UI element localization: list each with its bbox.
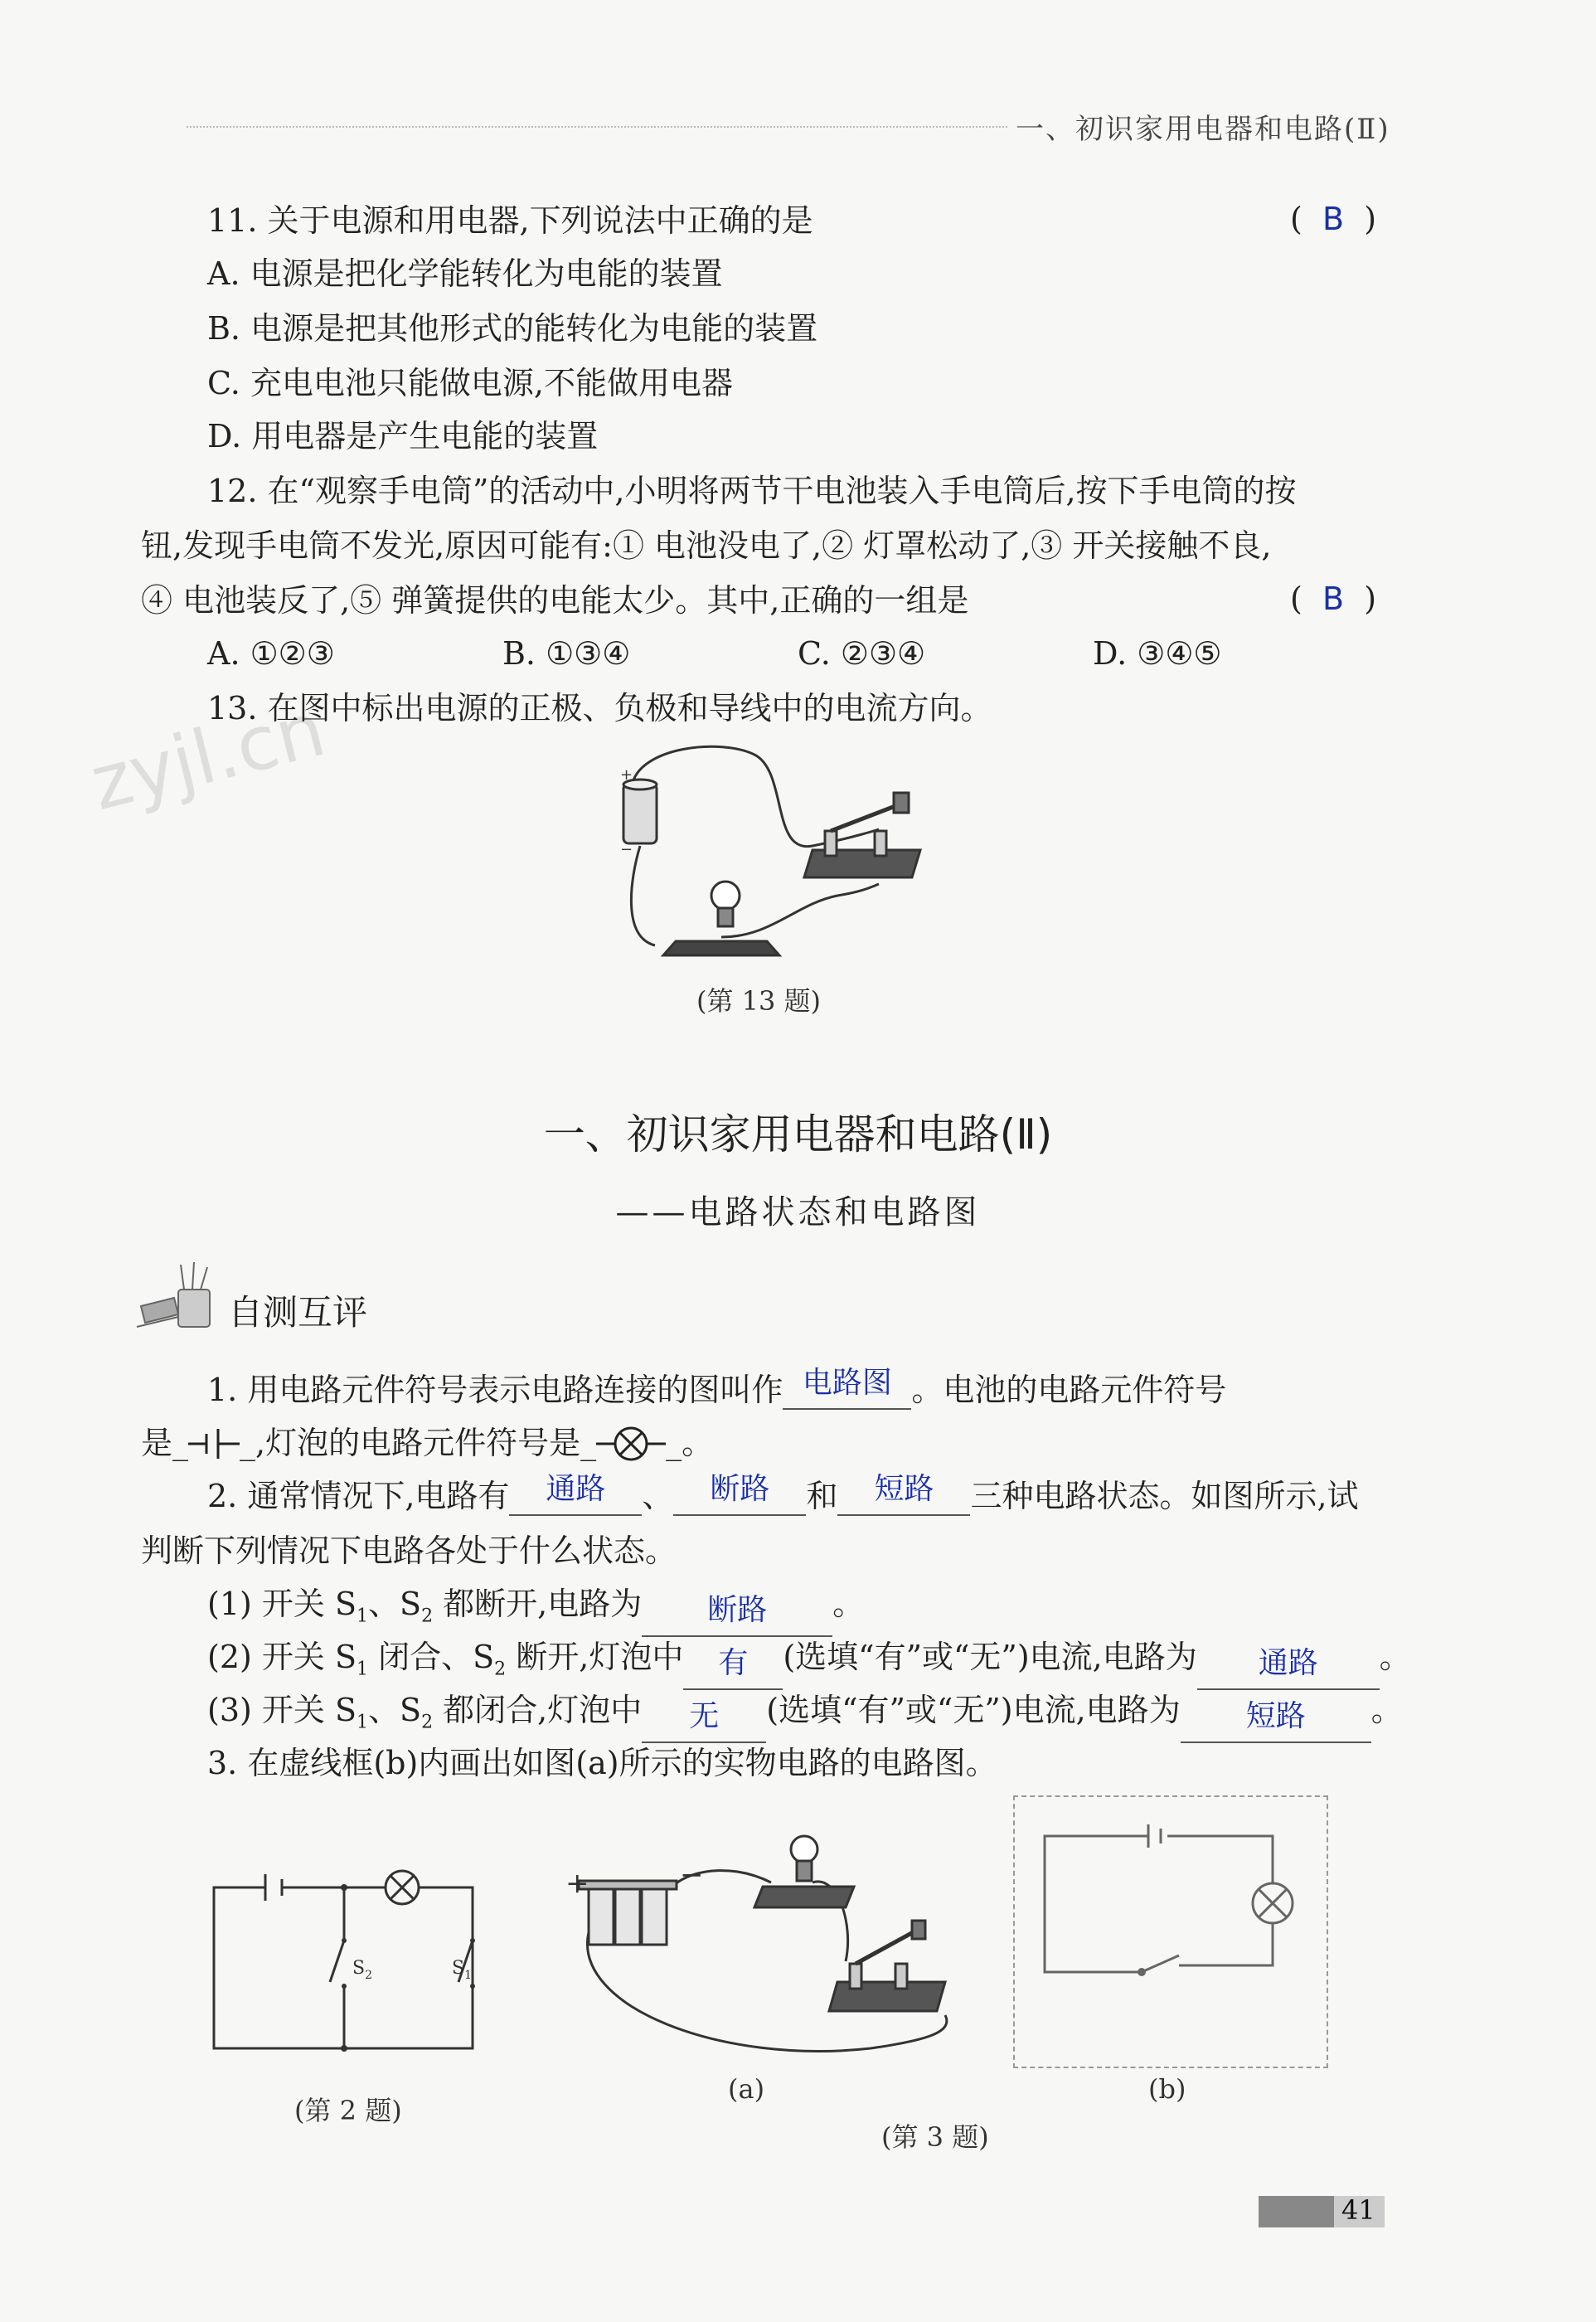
p2-separator: 、 bbox=[642, 1478, 674, 1514]
q11-answer-bracket: ( B ) bbox=[1290, 201, 1377, 237]
p2-blank-1 bbox=[509, 1472, 642, 1516]
q13-switch-lever bbox=[831, 804, 900, 831]
q13-caption: (第 13 题) bbox=[696, 985, 822, 1017]
p2-blank-3 bbox=[837, 1472, 970, 1516]
q3a-switch-lever bbox=[856, 1931, 916, 1964]
p1-text-c: 是_ bbox=[141, 1425, 189, 1461]
q13-lamp-base bbox=[663, 941, 779, 955]
p2-sub2-d: (选填“有”或“无”)电流,电路为 bbox=[783, 1639, 1197, 1675]
p2-sub1 bbox=[207, 1584, 864, 1637]
sub-index: 2 bbox=[494, 1659, 507, 1680]
p2-line1 bbox=[207, 1472, 1359, 1516]
header-rule bbox=[187, 126, 1007, 128]
p2-answer-2: 断路 bbox=[710, 1472, 770, 1506]
p2-sub2 bbox=[207, 1637, 1411, 1690]
q2-caption: (第 2 题) bbox=[294, 2095, 402, 2126]
p1-line2 bbox=[141, 1423, 713, 1463]
q11-option-b: B. 电源是把其他形式的能转化为电能的装置 bbox=[207, 310, 818, 347]
q3a-lamp-base bbox=[754, 1887, 854, 1907]
p2-sub3-a: (3) 开关 S bbox=[207, 1692, 357, 1728]
p2-sub3-end: 。 bbox=[1370, 1692, 1403, 1728]
sub-index: 1 bbox=[357, 1659, 369, 1680]
q13-bulb bbox=[711, 882, 740, 910]
q3a-bulb bbox=[791, 1836, 817, 1863]
p2-sub2-answer-2: 通路 bbox=[1258, 1645, 1318, 1680]
q12-option-c: C. ②③④ bbox=[798, 635, 926, 672]
watermark: zyjl.cn bbox=[82, 686, 334, 828]
p2-sub2-answer-1: 有 bbox=[718, 1645, 749, 1680]
p2-sub2-end: 。 bbox=[1379, 1639, 1411, 1675]
p2-sub3 bbox=[207, 1690, 1403, 1743]
p2-sub1-end: 。 bbox=[832, 1586, 865, 1622]
q11-option-d: D. 用电器是产生电能的装置 bbox=[207, 418, 599, 454]
p2-sub1-blank bbox=[642, 1592, 832, 1637]
q3a-switch-base bbox=[829, 1982, 945, 2011]
pencil-cup-icon bbox=[133, 1261, 232, 1335]
q12-option-b: B. ①③④ bbox=[502, 635, 631, 672]
q3a-battery-pack bbox=[579, 1881, 677, 1945]
q13-battery bbox=[623, 784, 657, 843]
sub-index: 1 bbox=[357, 1712, 369, 1733]
p1-text-e: _。 bbox=[666, 1425, 714, 1461]
q3b-switch-blade bbox=[1142, 1955, 1179, 1972]
p2-sub3-c: 都闭合,灯泡中 bbox=[433, 1692, 643, 1728]
q13-circuit-figure bbox=[605, 738, 953, 979]
p2-text-b: 三种电路状态。如图所示,试 bbox=[970, 1478, 1359, 1514]
p2-sub2-blank-1 bbox=[683, 1645, 783, 1690]
q11-answer: B bbox=[1322, 201, 1345, 237]
p2-sub1-c: 都断开,电路为 bbox=[433, 1586, 643, 1622]
p2-sub3-answer-1: 无 bbox=[689, 1698, 720, 1733]
q3a-minus: − bbox=[680, 1858, 704, 1892]
q13-wire-top bbox=[632, 746, 879, 846]
p2-sub1-b: 、S bbox=[368, 1586, 422, 1622]
q11-option-a: A. 电源是把化学能转化为电能的装置 bbox=[207, 255, 723, 292]
p2-sub2-a: (2) 开关 S bbox=[207, 1639, 357, 1675]
q12-line2: 钮,发现手电筒不发光,原因可能有:① 电池没电了,② 灯罩松动了,③ 开关接触不良, bbox=[141, 527, 1272, 564]
p2-sub3-blank-2 bbox=[1181, 1698, 1371, 1743]
sub-index: 2 bbox=[421, 1712, 434, 1733]
p1-line1 bbox=[207, 1366, 1227, 1410]
lamp-symbol-icon bbox=[596, 1426, 666, 1462]
q3-caption: (第 3 题) bbox=[881, 2121, 989, 2153]
q3a-plus: + bbox=[565, 1867, 589, 1900]
q11-stem: 11. 关于电源和用电器,下列说法中正确的是 bbox=[207, 202, 813, 239]
p2-blank-2 bbox=[673, 1472, 806, 1516]
p2-sub2-blank-2 bbox=[1197, 1645, 1380, 1690]
p1-text-d: _,灯泡的电路元件符号是_ bbox=[240, 1425, 597, 1461]
q2-label-s2: $S_2$ bbox=[352, 1958, 372, 1982]
p1-text-b: 。电池的电路元件符号 bbox=[911, 1372, 1227, 1408]
q3-caption-b: (b) bbox=[1148, 2073, 1186, 2105]
p1-blank-1 bbox=[783, 1366, 911, 1410]
p2-sub1-answer: 断路 bbox=[707, 1592, 768, 1627]
p1-answer-1: 电路图 bbox=[802, 1366, 892, 1400]
q12-line1: 12. 在“观察手电筒”的活动中,小明将两节干电池装入手电筒后,按下手电筒的按 bbox=[207, 473, 1297, 509]
section-subtitle: ——电路状态和电路图 bbox=[615, 1193, 981, 1231]
p3-stem: 3. 在虚线框(b)内画出如图(a)所示的实物电路的电路图。 bbox=[207, 1745, 997, 1781]
p2-sub1-a: (1) 开关 S bbox=[207, 1586, 357, 1622]
q13-minus-sign: − bbox=[620, 841, 633, 858]
running-title: 一、初识家用电器和电路(Ⅱ) bbox=[1016, 113, 1390, 146]
p2-sub2-b: 闭合、S bbox=[368, 1639, 495, 1675]
battery-symbol-icon bbox=[188, 1427, 240, 1460]
p2-and: 和 bbox=[806, 1478, 838, 1514]
p2-sub3-blank-1 bbox=[642, 1698, 766, 1743]
q12-answer-bracket: ( B ) bbox=[1290, 580, 1377, 617]
q13-stem: 13. 在图中标出电源的正极、负极和导线中的电流方向。 bbox=[207, 690, 992, 726]
q12-option-d: D. ③④⑤ bbox=[1093, 635, 1222, 672]
q2-label-s1: $S_1$ bbox=[452, 1958, 472, 1982]
q12-line3: ④ 电池装反了,⑤ 弹簧提供的电能太少。其中,正确的一组是 bbox=[141, 582, 969, 619]
page-number: 41 bbox=[1341, 2194, 1375, 2226]
p2-sub2-c: 断开,灯泡中 bbox=[506, 1639, 684, 1675]
p2-sub3-answer-2: 短路 bbox=[1245, 1698, 1306, 1733]
p1-text-a: 1. 用电路元件符号表示电路连接的图叫作 bbox=[207, 1372, 783, 1408]
q11-option-c: C. 充电电池只能做电源,不能做用电器 bbox=[207, 365, 733, 401]
q2-switch-s2-blade bbox=[330, 1941, 344, 1982]
q13-switch-base bbox=[804, 850, 920, 877]
q3-caption-a: (a) bbox=[728, 2073, 765, 2105]
p2-line2: 判断下列情况下电路各处于什么状态。 bbox=[141, 1533, 677, 1569]
q12-option-a: A. ①②③ bbox=[207, 635, 335, 672]
section-title: 一、初识家用电器和电路(Ⅱ) bbox=[543, 1110, 1053, 1159]
q12-answer: B bbox=[1322, 580, 1345, 617]
q13-plus-sign: + bbox=[620, 766, 633, 784]
self-test-label: 自测互评 bbox=[228, 1292, 368, 1333]
q3b-circuit-diagram bbox=[1028, 1808, 1318, 2057]
q13-wire-right bbox=[721, 884, 879, 937]
sub-index: 2 bbox=[421, 1605, 434, 1627]
p2-answer-3: 短路 bbox=[874, 1472, 934, 1506]
p2-sub3-b: 、S bbox=[368, 1692, 422, 1728]
q2-circuit-diagram bbox=[199, 1858, 489, 2057]
p2-answer-1: 通路 bbox=[546, 1472, 606, 1506]
p2-sub3-d: (选填“有”或“无”)电流,电路为 bbox=[766, 1692, 1181, 1728]
q13-wire-left bbox=[631, 846, 655, 945]
sub-index: 1 bbox=[357, 1605, 369, 1627]
p2-text-a: 2. 通常情况下,电路有 bbox=[207, 1478, 510, 1514]
q3a-physical-circuit bbox=[555, 1824, 987, 2073]
